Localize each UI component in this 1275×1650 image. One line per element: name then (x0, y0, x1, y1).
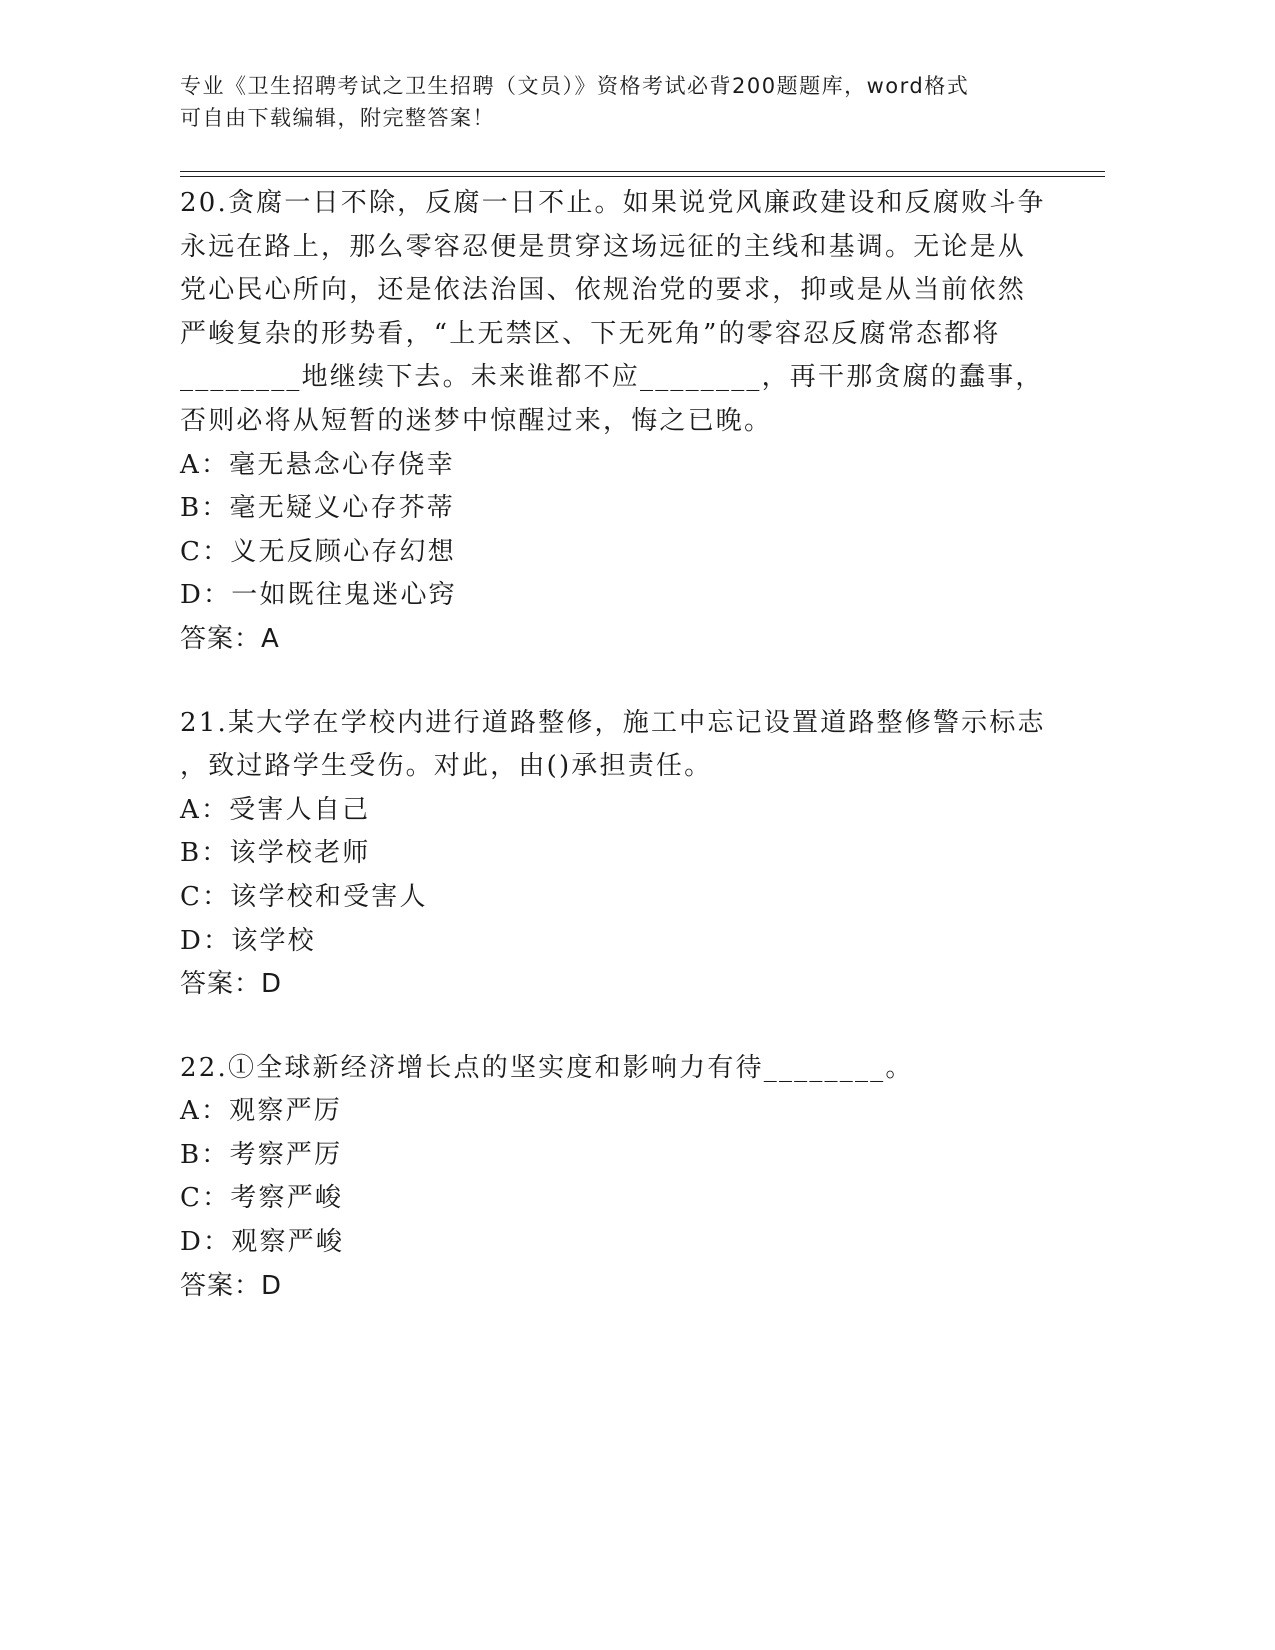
question-text-line: ________地继续下去。未来谁都不应________，再干那贪腐的蠢事， (180, 362, 1044, 393)
question-21 (180, 702, 1080, 1007)
header-divider-top (180, 171, 1105, 172)
option-c: C：该学校和受害人 (180, 881, 428, 912)
option-b: B：毫无疑义心存芥蒂 (180, 493, 456, 524)
option-b: B：考察严厉 (180, 1139, 343, 1170)
question-text-line: ，致过路学生受伤。对此，由()承担责任。 (180, 751, 713, 782)
option-a: A：观察严厉 (180, 1096, 342, 1127)
option-d: D：该学校 (180, 925, 316, 956)
question-text-line: 22.①全球新经济增长点的坚实度和影响力有待________。 (180, 1052, 914, 1083)
question-22 (180, 1047, 1080, 1309)
question-text-line: 21.某大学在学校内进行道路整修，施工中忘记设置道路整修警示标志 (180, 707, 1046, 738)
question-text-line: 否则必将从短暂的迷梦中惊醒过来，悔之已晚。 (180, 405, 773, 436)
option-d: D：一如既往鬼迷心窍 (180, 580, 457, 611)
answer-label: 答案：D (180, 969, 283, 1000)
question-text-line: 党心民心所向，还是依法治国、依规治党的要求，抑或是从当前依然 (180, 275, 1027, 306)
header-line-1: 专业《卫生招聘考试之卫生招聘（文员）》资格考试必背200题题库，word格式 (180, 74, 970, 98)
option-c: C：考察严峻 (180, 1183, 344, 1214)
question-text-line: 严峻复杂的形势看，“上无禁区、下无死角”的零容忍反腐常态都将 (180, 318, 1001, 349)
question-list (180, 182, 1080, 1348)
answer-label: 答案：D (180, 1270, 283, 1301)
answer-label: 答案：A (180, 623, 280, 654)
document-header (180, 70, 1040, 134)
option-c: C：义无反顾心存幻想 (180, 536, 456, 567)
question-20 (180, 182, 1080, 662)
option-a: A：毫无悬念心存侥幸 (180, 449, 455, 480)
option-b: B：该学校老师 (180, 838, 371, 869)
option-a: A：受害人自己 (180, 794, 371, 825)
question-text-line: 永远在路上，那么零容忍便是贯穿这场远征的主线和基调。无论是从 (180, 231, 1027, 262)
question-text-line: 20.贪腐一日不除，反腐一日不止。如果说党风廉政建设和反腐败斗争 (180, 188, 1046, 218)
header-line-2: 可自由下载编辑，附完整答案！ (180, 106, 495, 130)
header-divider-bottom (180, 176, 1105, 177)
option-d: D：观察严峻 (180, 1227, 345, 1258)
